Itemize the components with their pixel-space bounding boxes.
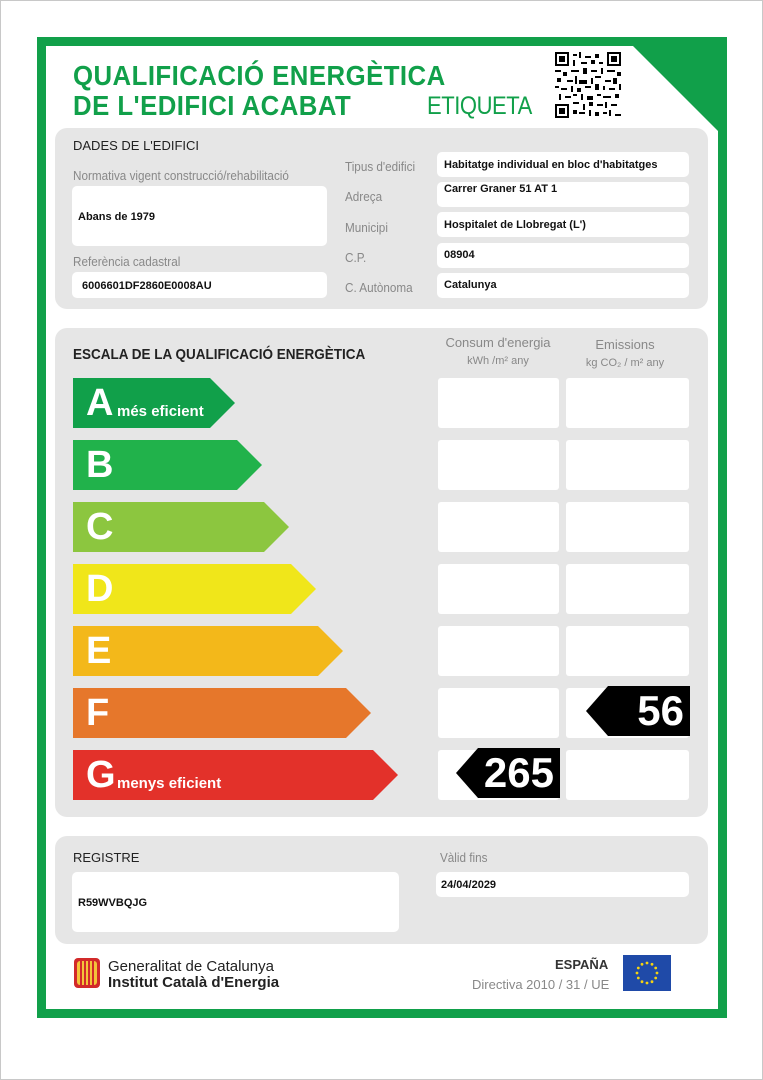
consum-cell-a — [438, 378, 559, 428]
class-letter-g: G — [86, 754, 116, 796]
country-label: ESPAÑA — [555, 957, 609, 972]
adreca-value: Carrer Graner 51 AT 1 — [444, 183, 558, 195]
registre-label: REGISTRE — [73, 850, 140, 865]
directive-label: Directiva 2010 / 31 / UE — [472, 977, 610, 992]
class-arrow-b — [73, 440, 262, 490]
eu-flag-icon — [623, 955, 671, 991]
emissions-cell-c — [566, 502, 689, 552]
consum-cell-d — [438, 564, 559, 614]
title-line-1: QUALIFICACIÓ ENERGÈTICA — [73, 60, 446, 91]
comunitat-value: Catalunya — [444, 279, 497, 291]
class-sub-g: menys eficient — [117, 775, 222, 792]
valid-value: 24/04/2029 — [441, 879, 497, 891]
consum-rating-marker — [456, 748, 560, 798]
class-letter-d: D — [86, 568, 114, 610]
emissions-cell-g — [566, 750, 689, 800]
cp-value: 08904 — [444, 249, 475, 261]
emissions-column-title: Emissions — [595, 337, 655, 352]
registre-value: R59WVBQJG — [78, 897, 148, 909]
class-sub-a: més eficient — [117, 403, 204, 420]
class-letter-c: C — [86, 506, 114, 548]
org-name-line-2: Institut Català d'Energia — [108, 974, 280, 991]
class-arrow-f — [73, 688, 371, 738]
consum-column-unit: kWh /m² any — [467, 355, 529, 367]
class-letter-e: E — [86, 630, 112, 672]
emissions-cell-b — [566, 440, 689, 490]
consum-cell-b — [438, 440, 559, 490]
normativa-value: Abans de 1979 — [78, 211, 156, 223]
emissions-rating-marker — [586, 686, 690, 736]
emissions-cell-e — [566, 626, 689, 676]
tipus-label: Tipus d'edifici — [345, 159, 416, 174]
etiqueta-label: ETIQUETA — [427, 92, 532, 120]
adreca-label: Adreça — [345, 189, 383, 204]
scale-title: ESCALA DE LA QUALIFICACIÓ ENERGÈTICA — [73, 346, 366, 363]
consum-value: 265 — [483, 749, 554, 796]
normativa-label: Normativa vigent construcció/rehabilitació — [73, 168, 289, 183]
org-name-line-1: Generalitat de Catalunya — [108, 958, 274, 975]
consum-cell-e — [438, 626, 559, 676]
generalitat-logo-icon — [74, 958, 100, 988]
class-letter-a: A — [86, 382, 114, 424]
consum-column-title: Consum d'energia — [445, 335, 551, 350]
arrow-shape-e — [73, 626, 343, 676]
title-line-2: DE L'EDIFICI ACABAT — [73, 90, 352, 121]
consum-cell-c — [438, 502, 559, 552]
class-letter-f: F — [86, 692, 110, 734]
class-letter-b: B — [86, 444, 114, 486]
municipi-label: Municipi — [345, 220, 388, 235]
class-arrow-e — [73, 626, 343, 676]
emissions-value: 56 — [637, 687, 684, 734]
tipus-value: Habitatge individual en bloc d'habitatges — [444, 159, 658, 171]
consum-cell-f — [438, 688, 559, 738]
arrow-shape-f — [73, 688, 371, 738]
building-section-title: DADES DE L'EDIFICI — [73, 138, 200, 153]
emissions-column-unit: kg CO₂ / m² any — [585, 357, 665, 369]
class-arrow-g — [73, 750, 398, 800]
referencia-value: 6006601DF2860E0008AU — [82, 280, 212, 292]
qr-code-icon — [555, 52, 621, 118]
referencia-label: Referència cadastral — [73, 254, 181, 269]
emissions-cell-a — [566, 378, 689, 428]
cp-label: C.P. — [345, 250, 367, 265]
corner-triangle — [633, 46, 718, 131]
comunitat-label: C. Autònoma — [345, 280, 413, 295]
municipi-value: Hospitalet de Llobregat (L') — [444, 219, 586, 231]
class-arrow-d — [73, 564, 316, 614]
valid-label: Vàlid fins — [440, 850, 488, 865]
class-arrow-c — [73, 502, 289, 552]
class-arrow-a — [73, 378, 235, 428]
emissions-cell-d — [566, 564, 689, 614]
